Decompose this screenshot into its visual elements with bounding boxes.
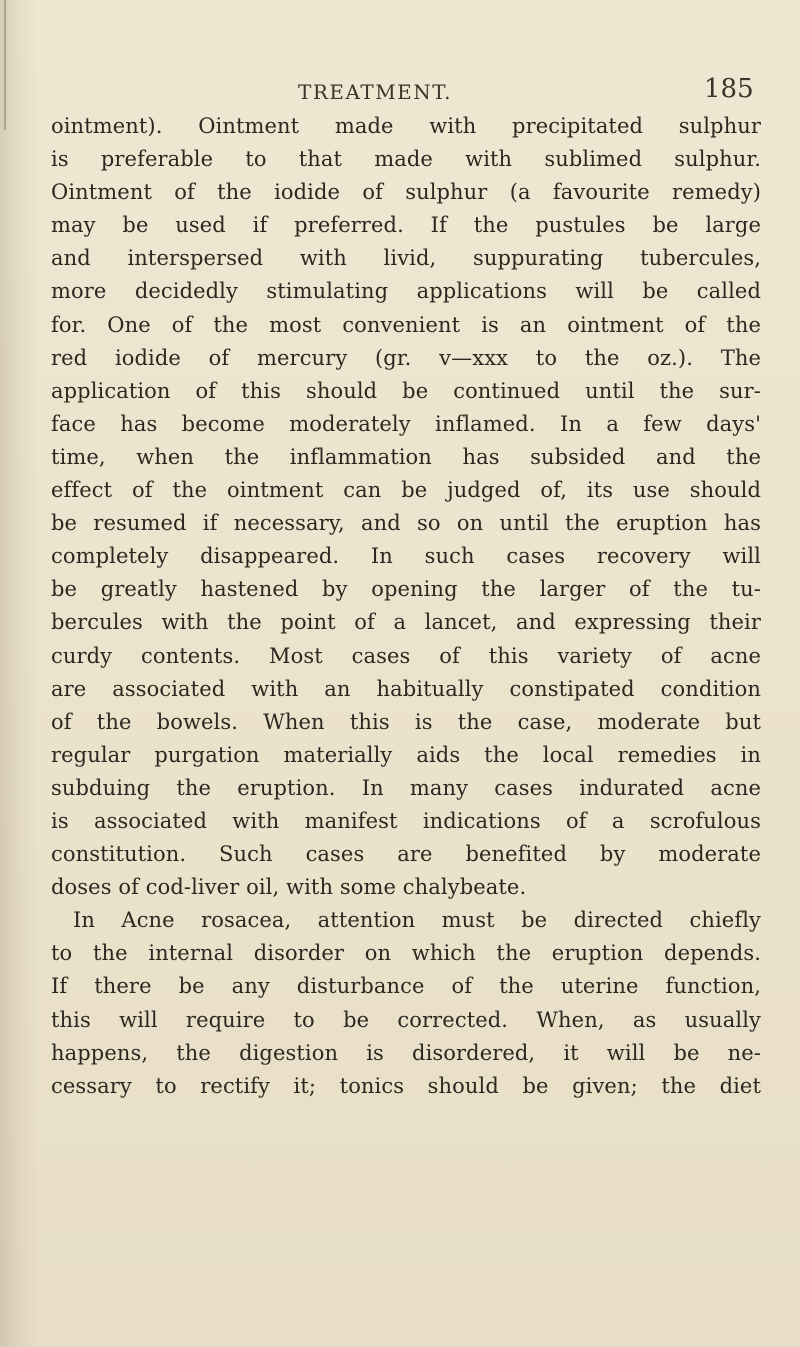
text-line: ointment). Ointment made with precipitated sulphur (51, 114, 761, 138)
text-line: cessary to rectify it; tonics should be given; the diet (51, 1073, 761, 1098)
text-line: Ointment of the iodide of sulphur (a favourite remedy) (51, 180, 761, 205)
text-line: curdy contents. Most cases of this variety of acne (51, 643, 761, 668)
text-line: bercules with the point of a lancet, and expressing their (51, 610, 761, 635)
text-line: is preferable to that made with sublimed sulphur. (51, 147, 761, 172)
text-line: subduing the eruption. In many cases indurated acne (51, 775, 761, 800)
text-line: be resumed if necessary, and so on until the eruption has (51, 511, 761, 536)
text-line: this will require to be corrected. When, as usually (51, 1007, 761, 1032)
text-line: application of this should be continued until the sur- (51, 378, 761, 403)
running-head: TREATMENT. (298, 80, 453, 104)
text-line: more decidedly stimulating applications will be called (51, 279, 761, 304)
text-line: regular purgation materially aids the local remedies in (51, 742, 761, 767)
text-line: effect of the ointment can be judged of, its use should (51, 478, 761, 503)
text-line: face has become moderately inflamed. In a few days' (51, 411, 761, 436)
text-line: may be used if preferred. If the pustules be large (51, 213, 761, 238)
text-line: If there be any disturbance of the uterine function, (51, 974, 761, 999)
body-text (51, 110, 761, 1103)
text-line: completely disappeared. In such cases recovery will (51, 544, 761, 569)
text-line: of the bowels. When this is the case, moderate but (51, 709, 761, 734)
text-line: be greatly hastened by opening the larger of the tu- (51, 577, 761, 602)
text-line: doses of cod-liver oil, with some chalybeate. (51, 875, 527, 900)
page-number: 185 (704, 74, 754, 104)
text-line: red iodide of mercury (gr. v—xxx to the oz.). The (51, 345, 761, 370)
text-line: time, when the inflammation has subsided and the (51, 444, 761, 469)
text-line: and interspersed with livid, suppurating tubercules, (51, 246, 761, 271)
text-line: are associated with an habitually constipated condition (51, 676, 761, 701)
text-line: constitution. Such cases are benefited by moderate (51, 842, 761, 867)
text-line: In Acne rosacea, attention must be directed chiefly (73, 908, 761, 933)
text-line: happens, the digestion is disordered, it will be ne- (51, 1040, 761, 1065)
text-line: for. One of the most convenient is an ointment of the (51, 312, 761, 337)
text-line: to the internal disorder on which the eruption depends. (51, 941, 761, 966)
binding-shadow (4, 0, 6, 130)
text-line: is associated with manifest indications of a scrofulous (51, 808, 761, 833)
